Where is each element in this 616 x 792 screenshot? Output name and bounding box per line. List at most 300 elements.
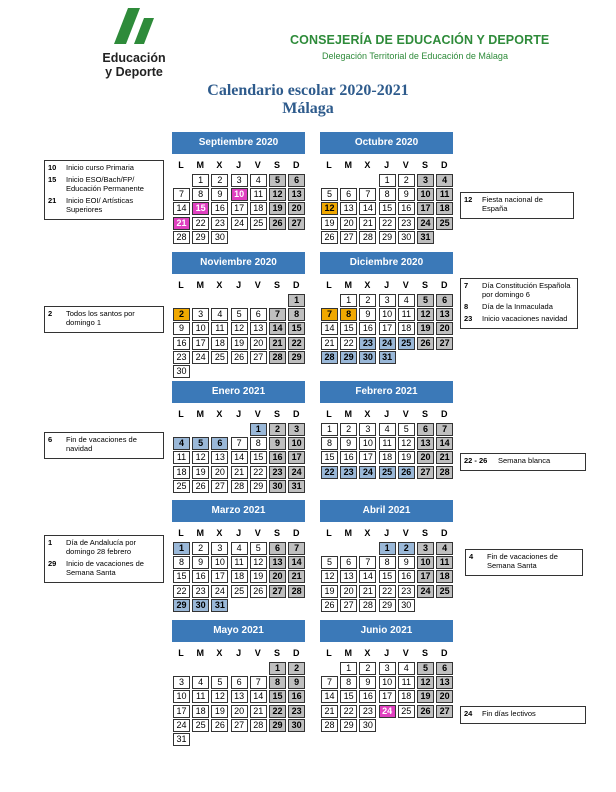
calendar-day: 8 bbox=[269, 676, 286, 689]
calendar-day: 21 bbox=[321, 337, 338, 350]
weekday-label: M bbox=[344, 648, 352, 658]
note-box-right bbox=[460, 192, 574, 219]
month-header: Febrero 2021 bbox=[320, 381, 453, 403]
calendar-day: 5 bbox=[417, 662, 434, 675]
calendar-day: 14 bbox=[321, 322, 338, 335]
weekday-label: X bbox=[216, 528, 223, 538]
delegation-name: Delegación Territorial de Educación de Málaga bbox=[322, 51, 508, 61]
calendar-day: 27 bbox=[288, 217, 305, 230]
calendar-day: 15 bbox=[379, 202, 396, 215]
note-text: Fin de vacaciones de Semana Santa bbox=[487, 552, 558, 570]
calendar-day: 13 bbox=[417, 437, 434, 450]
calendar-day: 19 bbox=[398, 451, 415, 464]
calendar-day: 17 bbox=[417, 570, 434, 583]
calendar-day: 22 bbox=[379, 217, 396, 230]
calendar-day: 25 bbox=[379, 466, 396, 479]
calendar-day: 1 bbox=[288, 294, 305, 307]
calendar-day: 23 bbox=[398, 585, 415, 598]
calendar-day: 11 bbox=[231, 556, 248, 569]
month-header: Marzo 2021 bbox=[172, 500, 305, 522]
calendar-day: 8 bbox=[340, 308, 357, 321]
note-day: 12 bbox=[464, 195, 473, 204]
calendar-day: 3 bbox=[417, 542, 434, 555]
calendar-day: 15 bbox=[379, 570, 396, 583]
weekday-label: X bbox=[216, 409, 223, 419]
calendar-day: 17 bbox=[211, 570, 228, 583]
note-text: Día Constitución Española por domingo 6 bbox=[482, 281, 571, 299]
note-box-right bbox=[465, 549, 583, 576]
weekday-label: V bbox=[402, 528, 409, 538]
weekday-label: S bbox=[421, 160, 428, 170]
weekday-label: J bbox=[236, 528, 242, 538]
weekday-label: D bbox=[292, 648, 300, 658]
calendar-day: 21 bbox=[269, 337, 286, 350]
calendar-day: 12 bbox=[417, 308, 434, 321]
note-item bbox=[464, 195, 570, 213]
calendar-day: 12 bbox=[321, 202, 338, 215]
calendar-day: 15 bbox=[192, 202, 209, 215]
calendar-day: 2 bbox=[340, 423, 357, 436]
calendar-day: 22 bbox=[321, 466, 338, 479]
calendar-subtitle: Málaga bbox=[282, 100, 334, 117]
weekday-label: S bbox=[273, 280, 280, 290]
calendar-day: 6 bbox=[231, 676, 248, 689]
calendar-day: 16 bbox=[211, 202, 228, 215]
calendar-day: 14 bbox=[321, 690, 338, 703]
calendar-day: 5 bbox=[321, 188, 338, 201]
calendar-day: 15 bbox=[321, 451, 338, 464]
calendar-day: 12 bbox=[192, 451, 209, 464]
calendar-day: 2 bbox=[359, 662, 376, 675]
weekday-label: L bbox=[326, 528, 332, 538]
weekday-label: X bbox=[364, 648, 371, 658]
note-box-left bbox=[44, 306, 164, 333]
weekday-label: V bbox=[402, 409, 409, 419]
calendar-day: 6 bbox=[436, 662, 453, 675]
calendar-day: 10 bbox=[173, 690, 190, 703]
calendar-day: 3 bbox=[211, 542, 228, 555]
calendar-day: 28 bbox=[231, 480, 248, 493]
calendar-day: 28 bbox=[436, 466, 453, 479]
calendar-day: 6 bbox=[340, 188, 357, 201]
calendar-day: 19 bbox=[321, 585, 338, 598]
weekday-label: L bbox=[326, 160, 332, 170]
weekday-label: S bbox=[273, 648, 280, 658]
weekday-label: L bbox=[178, 648, 184, 658]
calendar-day: 16 bbox=[359, 322, 376, 335]
note-text: Semana blanca bbox=[498, 456, 551, 465]
calendar-day: 16 bbox=[398, 202, 415, 215]
weekday-label: D bbox=[440, 409, 448, 419]
calendar-day: 8 bbox=[250, 437, 267, 450]
calendar-day: 17 bbox=[379, 322, 396, 335]
calendar-day: 23 bbox=[211, 217, 228, 230]
calendar-day: 19 bbox=[192, 466, 209, 479]
calendar-day: 24 bbox=[173, 719, 190, 732]
calendar-day: 25 bbox=[231, 585, 248, 598]
calendar-day: 3 bbox=[379, 294, 396, 307]
calendar-day: 25 bbox=[192, 719, 209, 732]
note-day: 7 bbox=[464, 281, 469, 290]
calendar-day: 17 bbox=[417, 202, 434, 215]
calendar-day: 10 bbox=[417, 556, 434, 569]
calendar-day: 31 bbox=[417, 231, 434, 244]
calendar-day: 22 bbox=[288, 337, 305, 350]
calendar-day: 17 bbox=[359, 451, 376, 464]
calendar-day: 25 bbox=[436, 217, 453, 230]
note-item bbox=[48, 309, 160, 327]
weekday-label: V bbox=[402, 160, 409, 170]
calendar-day: 26 bbox=[211, 719, 228, 732]
weekday-label: X bbox=[364, 280, 371, 290]
weekday-label: M bbox=[196, 648, 204, 658]
note-day: 2 bbox=[48, 309, 53, 318]
calendar-day: 13 bbox=[269, 556, 286, 569]
calendar-day: 29 bbox=[192, 231, 209, 244]
month-header: Septiembre 2020 bbox=[172, 132, 305, 154]
calendar-day: 24 bbox=[192, 351, 209, 364]
calendar-day: 31 bbox=[211, 599, 228, 612]
calendar-day: 7 bbox=[231, 437, 248, 450]
weekday-label: D bbox=[440, 648, 448, 658]
calendar-day: 10 bbox=[359, 437, 376, 450]
calendar-day: 7 bbox=[321, 676, 338, 689]
weekday-label: V bbox=[254, 160, 261, 170]
calendar-day: 7 bbox=[436, 423, 453, 436]
weekday-label: V bbox=[254, 528, 261, 538]
calendar-day: 28 bbox=[288, 585, 305, 598]
calendar-day: 25 bbox=[173, 480, 190, 493]
calendar-day: 30 bbox=[192, 599, 209, 612]
note-item bbox=[48, 196, 160, 214]
calendar-day: 18 bbox=[192, 705, 209, 718]
weekday-label: X bbox=[364, 160, 371, 170]
calendar-day: 2 bbox=[398, 542, 415, 555]
weekday-label: L bbox=[178, 160, 184, 170]
calendar-day: 1 bbox=[379, 542, 396, 555]
andalucia-logo-icon bbox=[100, 4, 168, 46]
note-day: 15 bbox=[48, 175, 57, 184]
calendar-day: 26 bbox=[321, 599, 338, 612]
calendar-day: 9 bbox=[359, 676, 376, 689]
calendar-day: 5 bbox=[211, 676, 228, 689]
calendar-day: 28 bbox=[321, 719, 338, 732]
weekday-label: M bbox=[344, 280, 352, 290]
calendar-day: 6 bbox=[417, 423, 434, 436]
calendar-day: 23 bbox=[359, 705, 376, 718]
note-day: 8 bbox=[464, 302, 469, 311]
calendar-day: 8 bbox=[379, 556, 396, 569]
calendar-day: 12 bbox=[231, 322, 248, 335]
calendar-day: 10 bbox=[379, 676, 396, 689]
weekday-label: M bbox=[196, 528, 204, 538]
calendar-day: 5 bbox=[269, 174, 286, 187]
weekday-label: L bbox=[178, 528, 184, 538]
calendar-day: 28 bbox=[359, 231, 376, 244]
calendar-day: 27 bbox=[231, 719, 248, 732]
calendar-day: 8 bbox=[288, 308, 305, 321]
weekday-label: J bbox=[236, 409, 242, 419]
calendar-day: 30 bbox=[398, 599, 415, 612]
calendar-day: 18 bbox=[173, 466, 190, 479]
calendar-day: 11 bbox=[250, 188, 267, 201]
calendar-day: 22 bbox=[173, 585, 190, 598]
calendar-day: 27 bbox=[269, 585, 286, 598]
calendar-day: 2 bbox=[211, 174, 228, 187]
weekday-label: X bbox=[216, 648, 223, 658]
calendar-day: 26 bbox=[250, 585, 267, 598]
calendar-day: 7 bbox=[359, 188, 376, 201]
calendar-day: 28 bbox=[269, 351, 286, 364]
calendar-day: 5 bbox=[192, 437, 209, 450]
calendar-day: 5 bbox=[321, 556, 338, 569]
calendar-day: 11 bbox=[398, 676, 415, 689]
calendar-day: 14 bbox=[359, 570, 376, 583]
calendar-day: 10 bbox=[417, 188, 434, 201]
calendar-day: 5 bbox=[250, 542, 267, 555]
calendar-day: 21 bbox=[359, 585, 376, 598]
weekday-label: M bbox=[344, 160, 352, 170]
calendar-day: 28 bbox=[250, 719, 267, 732]
calendar-day: 7 bbox=[359, 556, 376, 569]
calendar-day: 24 bbox=[288, 466, 305, 479]
note-item bbox=[464, 709, 582, 718]
note-box-left bbox=[44, 160, 164, 220]
note-day: 4 bbox=[469, 552, 474, 561]
calendar-day: 19 bbox=[231, 337, 248, 350]
calendar-day: 19 bbox=[250, 570, 267, 583]
calendar-day: 16 bbox=[288, 690, 305, 703]
month-header: Mayo 2021 bbox=[172, 620, 305, 642]
calendar-day: 30 bbox=[211, 231, 228, 244]
calendar-day: 12 bbox=[417, 676, 434, 689]
weekday-label: D bbox=[292, 280, 300, 290]
calendar-day: 13 bbox=[436, 308, 453, 321]
calendar-day: 29 bbox=[340, 719, 357, 732]
weekday-label: M bbox=[344, 528, 352, 538]
calendar-day: 18 bbox=[436, 202, 453, 215]
note-text: Inicio de vacaciones de Semana Santa bbox=[66, 559, 144, 577]
calendar-day: 11 bbox=[173, 451, 190, 464]
calendar-day: 15 bbox=[340, 322, 357, 335]
calendar-day: 2 bbox=[288, 662, 305, 675]
calendar-day: 20 bbox=[417, 451, 434, 464]
calendar-day: 13 bbox=[288, 188, 305, 201]
calendar-day: 21 bbox=[288, 570, 305, 583]
calendar-day: 18 bbox=[436, 570, 453, 583]
calendar-day: 16 bbox=[269, 451, 286, 464]
weekday-label: S bbox=[421, 409, 428, 419]
calendar-day: 1 bbox=[340, 662, 357, 675]
calendar-day: 10 bbox=[211, 556, 228, 569]
calendar-day: 1 bbox=[321, 423, 338, 436]
calendar-day: 9 bbox=[398, 188, 415, 201]
weekday-label: M bbox=[196, 409, 204, 419]
calendar-day: 7 bbox=[173, 188, 190, 201]
calendar-day: 3 bbox=[173, 676, 190, 689]
calendar-day: 4 bbox=[173, 437, 190, 450]
calendar-day: 10 bbox=[288, 437, 305, 450]
calendar-day: 16 bbox=[359, 690, 376, 703]
calendar-day: 26 bbox=[417, 337, 434, 350]
weekday-label: L bbox=[326, 648, 332, 658]
calendar-day: 12 bbox=[250, 556, 267, 569]
weekday-label: M bbox=[196, 280, 204, 290]
weekday-label: J bbox=[236, 648, 242, 658]
calendar-day: 9 bbox=[359, 308, 376, 321]
note-day: 21 bbox=[48, 196, 57, 205]
calendar-day: 21 bbox=[250, 705, 267, 718]
calendar-day: 14 bbox=[436, 437, 453, 450]
calendar-day: 4 bbox=[250, 174, 267, 187]
note-text: Día de la Inmaculada bbox=[482, 302, 553, 311]
calendar-day: 24 bbox=[211, 585, 228, 598]
calendar-day: 14 bbox=[359, 202, 376, 215]
calendar-day: 11 bbox=[211, 322, 228, 335]
calendar-day: 4 bbox=[211, 308, 228, 321]
calendar-day: 20 bbox=[269, 570, 286, 583]
note-day: 23 bbox=[464, 314, 473, 323]
calendar-day: 26 bbox=[417, 705, 434, 718]
calendar-day: 16 bbox=[340, 451, 357, 464]
calendar-day: 8 bbox=[340, 676, 357, 689]
calendar-day: 15 bbox=[288, 322, 305, 335]
note-box-right bbox=[460, 706, 586, 724]
calendar-day: 1 bbox=[340, 294, 357, 307]
calendar-day: 7 bbox=[288, 542, 305, 555]
calendar-day: 13 bbox=[250, 322, 267, 335]
weekday-label: S bbox=[273, 409, 280, 419]
calendar-day: 4 bbox=[436, 174, 453, 187]
calendar-day: 8 bbox=[379, 188, 396, 201]
logo bbox=[100, 4, 168, 79]
calendar-day: 30 bbox=[359, 719, 376, 732]
calendar-day: 19 bbox=[211, 705, 228, 718]
weekday-label: S bbox=[273, 528, 280, 538]
note-item bbox=[48, 559, 160, 577]
calendar-day: 23 bbox=[359, 337, 376, 350]
calendar-day: 29 bbox=[250, 480, 267, 493]
calendar-day: 3 bbox=[288, 423, 305, 436]
note-text: Fin de vacaciones de navidad bbox=[66, 435, 137, 453]
calendar-day: 9 bbox=[398, 556, 415, 569]
calendar-day: 2 bbox=[398, 174, 415, 187]
calendar-day: 21 bbox=[231, 466, 248, 479]
note-day: 10 bbox=[48, 163, 57, 172]
calendar-day: 20 bbox=[340, 217, 357, 230]
calendar-day: 30 bbox=[398, 231, 415, 244]
calendar-day: 20 bbox=[231, 705, 248, 718]
calendar-day: 11 bbox=[436, 556, 453, 569]
weekday-label: S bbox=[421, 648, 428, 658]
calendar-day: 6 bbox=[436, 294, 453, 307]
note-day: 29 bbox=[48, 559, 57, 568]
calendar-day: 13 bbox=[231, 690, 248, 703]
calendar-day: 23 bbox=[269, 466, 286, 479]
calendar-day: 17 bbox=[379, 690, 396, 703]
calendar-day: 24 bbox=[417, 585, 434, 598]
calendar-day: 27 bbox=[250, 351, 267, 364]
weekday-label: D bbox=[440, 528, 448, 538]
calendar-day: 18 bbox=[398, 690, 415, 703]
calendar-day: 4 bbox=[436, 542, 453, 555]
month-header: Enero 2021 bbox=[172, 381, 305, 403]
weekday-label: M bbox=[344, 409, 352, 419]
weekday-label: X bbox=[216, 280, 223, 290]
calendar-day: 23 bbox=[398, 217, 415, 230]
calendar-day: 6 bbox=[340, 556, 357, 569]
calendar-day: 3 bbox=[359, 423, 376, 436]
calendar-day: 3 bbox=[231, 174, 248, 187]
calendar-day: 21 bbox=[173, 217, 190, 230]
weekday-label: S bbox=[273, 160, 280, 170]
weekday-label: L bbox=[178, 409, 184, 419]
calendar-day: 11 bbox=[379, 437, 396, 450]
calendar-day: 15 bbox=[269, 690, 286, 703]
weekday-label: J bbox=[236, 160, 242, 170]
calendar-day: 14 bbox=[288, 556, 305, 569]
note-box-left bbox=[44, 432, 164, 459]
calendar-day: 8 bbox=[192, 188, 209, 201]
calendar-day: 22 bbox=[250, 466, 267, 479]
calendar-day: 3 bbox=[379, 662, 396, 675]
note-item bbox=[48, 163, 160, 172]
calendar-day: 20 bbox=[250, 337, 267, 350]
calendar-day: 1 bbox=[173, 542, 190, 555]
weekday-label: J bbox=[236, 280, 242, 290]
calendar-day: 15 bbox=[340, 690, 357, 703]
calendar-day: 24 bbox=[359, 466, 376, 479]
month-header: Octubre 2020 bbox=[320, 132, 453, 154]
calendar-day: 29 bbox=[288, 351, 305, 364]
note-day: 6 bbox=[48, 435, 53, 444]
note-item bbox=[48, 175, 160, 193]
department-name: CONSEJERÍA DE EDUCACIÓN Y DEPORTE bbox=[290, 33, 550, 47]
month-header: Abril 2021 bbox=[320, 500, 453, 522]
calendar-day: 14 bbox=[231, 451, 248, 464]
calendar-day: 12 bbox=[398, 437, 415, 450]
calendar-day: 8 bbox=[173, 556, 190, 569]
note-item bbox=[464, 281, 574, 299]
calendar-day: 25 bbox=[398, 337, 415, 350]
calendar-day: 9 bbox=[288, 676, 305, 689]
calendar-day: 5 bbox=[231, 308, 248, 321]
calendar-day: 21 bbox=[321, 705, 338, 718]
calendar-day: 20 bbox=[211, 466, 228, 479]
calendar-day: 26 bbox=[321, 231, 338, 244]
calendar-day: 16 bbox=[173, 337, 190, 350]
calendar-day: 29 bbox=[379, 231, 396, 244]
weekday-label: J bbox=[384, 648, 390, 658]
calendar-day: 1 bbox=[269, 662, 286, 675]
calendar-day: 30 bbox=[288, 719, 305, 732]
calendar-day: 24 bbox=[379, 337, 396, 350]
calendar-day: 26 bbox=[192, 480, 209, 493]
calendar-day: 13 bbox=[211, 451, 228, 464]
calendar-day: 22 bbox=[340, 337, 357, 350]
calendar-day: 29 bbox=[379, 599, 396, 612]
calendar-day: 17 bbox=[173, 705, 190, 718]
calendar-day: 30 bbox=[269, 480, 286, 493]
weekday-label: L bbox=[326, 409, 332, 419]
calendar-day: 23 bbox=[192, 585, 209, 598]
calendar-day: 16 bbox=[192, 570, 209, 583]
calendar-day: 20 bbox=[436, 322, 453, 335]
calendar-day: 28 bbox=[321, 351, 338, 364]
note-text: Inicio EOI/ Artísticas Superiores bbox=[66, 196, 134, 214]
calendar-title: Calendario escolar 2020-2021 bbox=[207, 82, 409, 99]
calendar-day: 17 bbox=[192, 337, 209, 350]
